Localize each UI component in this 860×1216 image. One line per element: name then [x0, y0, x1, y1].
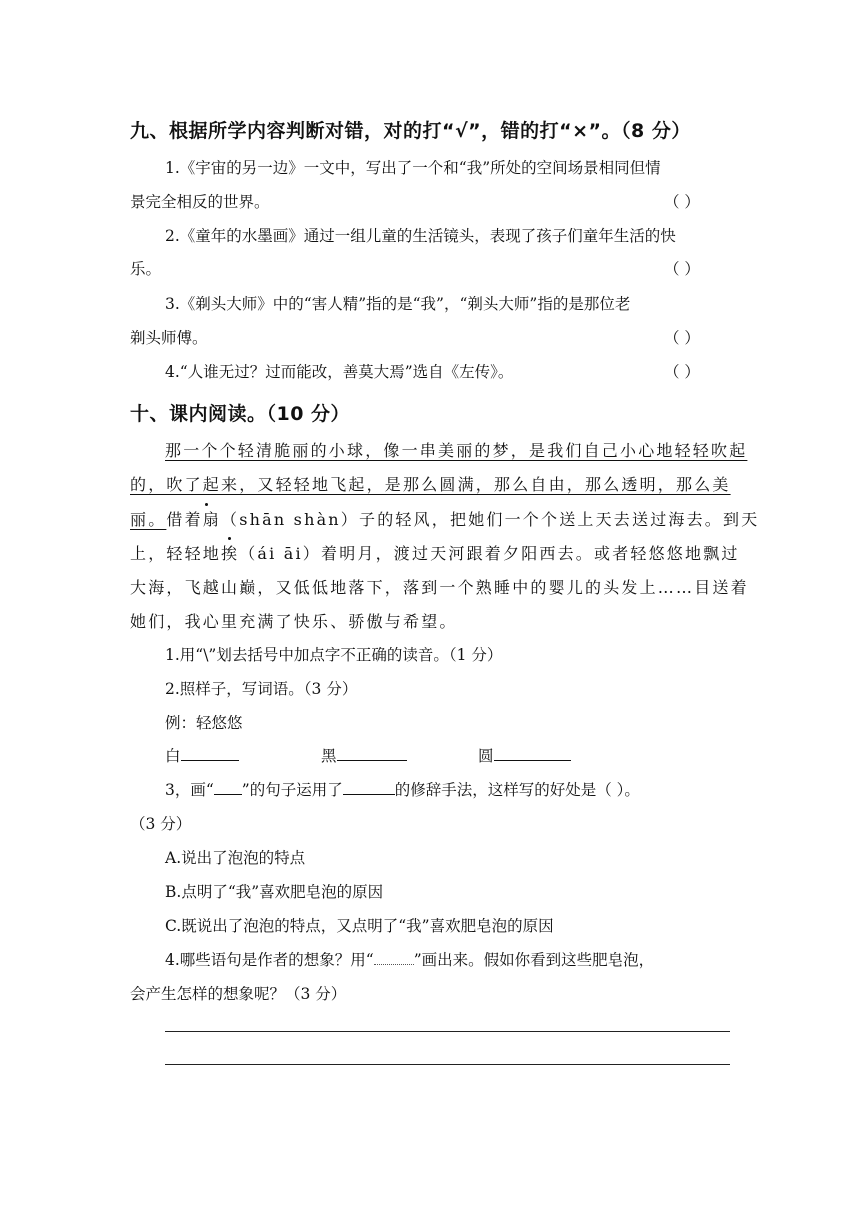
- passage-line6: 她们，我心里充满了快乐、骄傲与希望。: [130, 612, 458, 631]
- s9-item4-line1: 4.“人谁无过？过而能改，善莫大焉”选自《左传》。: [165, 363, 514, 381]
- q3-part-a: 3，画“: [165, 781, 214, 799]
- q4-part-a: 4.哪些语句是作者的想象？用“: [165, 951, 374, 969]
- fill-item-3: [478, 744, 571, 766]
- fill-word-1: 白: [165, 747, 181, 765]
- answer-line-2[interactable]: [165, 1064, 730, 1065]
- question2: 2.照样子，写词语。（3 分）: [165, 680, 358, 698]
- s9-item3-line2: 剃头师傅。: [130, 329, 208, 347]
- passage-line4: 上，轻轻地挨（ái āi）着明月，渡过天河跟着夕阳西去。或者轻悠悠地飘过: [130, 544, 740, 563]
- question4: [165, 948, 654, 970]
- section9-title: 九、根据所学内容判断对错，对的打“√”，错的打“×”。（8 分）: [130, 120, 691, 142]
- q3-score: （3 分）: [130, 815, 192, 833]
- emphasis-dot: [228, 537, 231, 540]
- q3-underline-sample: [214, 779, 242, 795]
- s9-item2-answer-paren[interactable]: （ ）: [664, 260, 700, 278]
- passage-line3-rest: 借着扇（shān shàn）子的轻风，把她们一个个送上天去送过海去。到天: [166, 510, 760, 529]
- option-b[interactable]: B.点明了“我”喜欢肥皂泡的原因: [165, 883, 384, 901]
- s9-item2-line1: 2.《童年的水墨画》通过一组儿童的生活镜头，表现了孩子们童年生活的快: [165, 227, 676, 245]
- fill-blank-3[interactable]: [494, 745, 571, 761]
- s9-item3-line1: 3.《剃头大师》中的“害人精”指的是“我”，“剃头大师”指的是那位老: [165, 295, 631, 313]
- option-c[interactable]: C.既说出了泡泡的特点，又点明了“我”喜欢肥皂泡的原因: [165, 917, 554, 935]
- q4-line2: 会产生怎样的想象呢？（3 分）: [130, 985, 347, 1003]
- q3-blank[interactable]: [343, 779, 395, 795]
- example-text: 例：轻悠悠: [165, 714, 243, 732]
- passage-line3: [130, 507, 759, 530]
- s9-item1-line2: 景完全相反的世界。: [130, 193, 270, 211]
- q3-part-c: 的修辞手法，这样写的好处是（ ）。: [394, 781, 640, 799]
- s9-item3-answer-paren[interactable]: （ ）: [664, 329, 700, 347]
- passage-line2: 的，吹了起来，又轻轻地飞起，是那么圆满，那么自由，那么透明，那么美: [130, 475, 731, 494]
- section10-title: 十、课内阅读。（10 分）: [130, 403, 351, 425]
- fill-word-2: 黑: [321, 747, 337, 765]
- s9-item4-answer-paren[interactable]: （ ）: [664, 363, 700, 381]
- question1: 1.用“\”划去括号中加点字不正确的读音。（1 分）: [165, 646, 503, 664]
- option-a[interactable]: A.说出了泡泡的特点: [165, 849, 306, 867]
- q4-dotted-sample: [374, 950, 414, 965]
- s9-item2-line2: 乐。: [130, 260, 162, 278]
- fill-item-1: [165, 744, 239, 766]
- fill-word-3: 圆: [478, 747, 494, 765]
- s9-item1-answer-paren[interactable]: （ ）: [664, 193, 700, 211]
- fill-blank-1[interactable]: [181, 745, 239, 761]
- q4-part-b: ”画出来。假如你看到这些肥皂泡，: [413, 951, 655, 969]
- question3: [165, 778, 640, 800]
- emphasis-dot: [205, 503, 208, 506]
- passage-line5: 大海，飞越山巅，又低低地落下，落到一个熟睡中的婴儿的头发上……目送着: [130, 578, 749, 597]
- fill-blank-2[interactable]: [337, 745, 407, 761]
- passage-line3-underlined: 丽。: [130, 510, 167, 529]
- passage-line1: 那一个个轻清脆丽的小球，像一串美丽的梦，是我们自己小心地轻轻吹起: [165, 441, 748, 460]
- q3-part-b: ”的句子运用了: [241, 781, 343, 799]
- fill-item-2: [321, 744, 407, 766]
- answer-line-1[interactable]: [165, 1031, 730, 1032]
- s9-item1-line1: 1.《宇宙的另一边》一文中，写出了一个和“我”所处的空间场景相同但情: [165, 159, 661, 177]
